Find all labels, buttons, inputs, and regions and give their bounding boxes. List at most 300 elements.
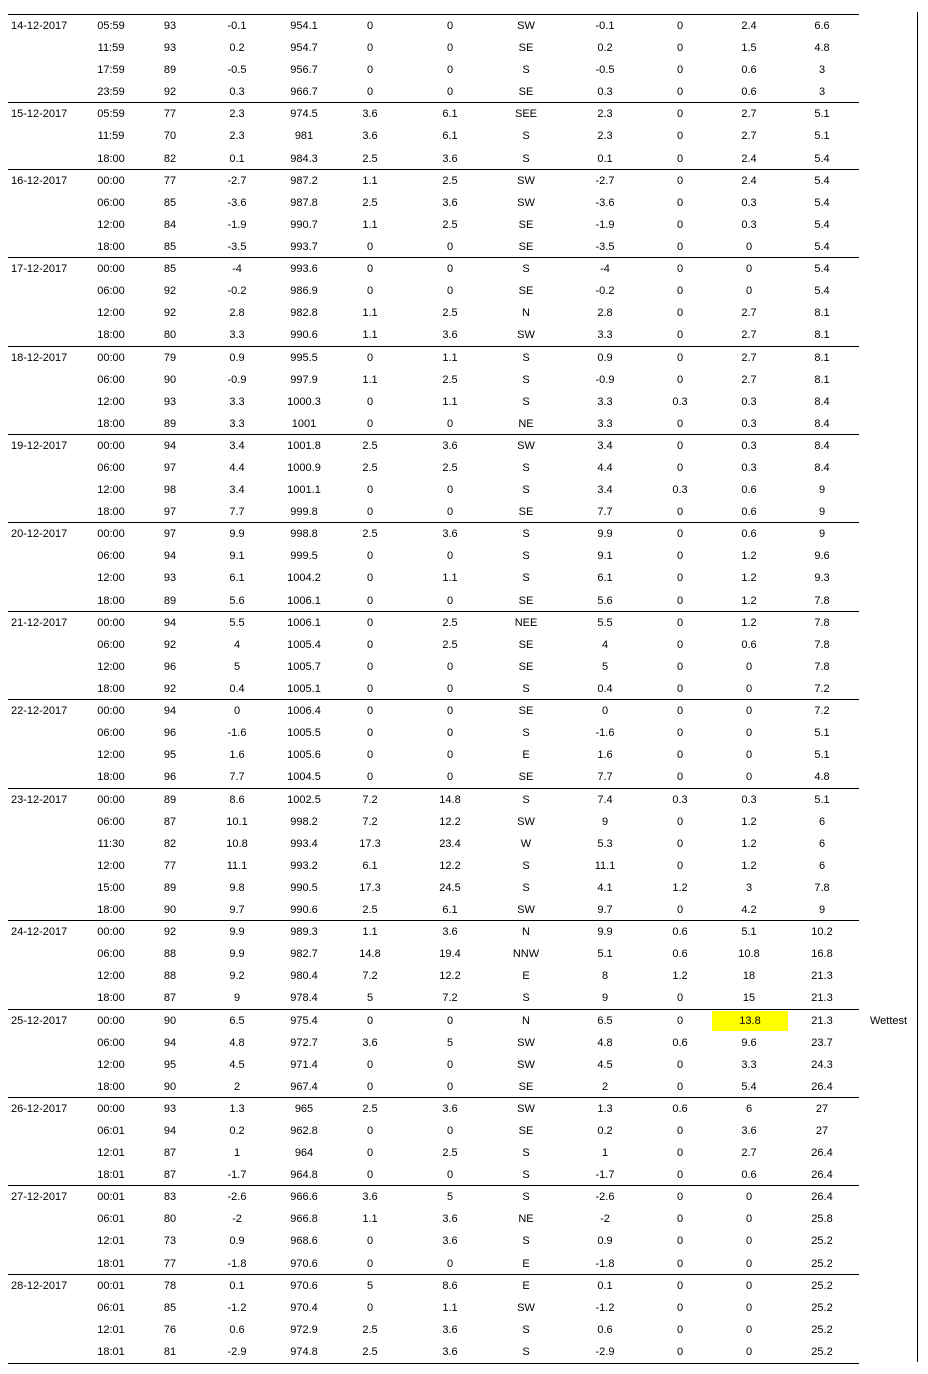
rain-hour-cell: 0: [676, 1279, 684, 1292]
rain-24h-cell: 5.4: [741, 1080, 757, 1093]
humidity-cell: 94: [163, 1036, 177, 1049]
wind-direction-cell: SE: [518, 705, 534, 718]
rain-48h-cell: 7.8: [814, 638, 830, 651]
pressure-cell: 964: [294, 1147, 314, 1160]
time-cell: 23:59: [97, 86, 125, 99]
table-row: [8, 700, 859, 722]
wind-speed-cell: 5: [366, 1279, 374, 1292]
rain-24h-cell: 0: [745, 660, 753, 673]
rain-24h-cell: 2.4: [741, 174, 757, 187]
feels-like-cell: 0.9: [597, 1235, 613, 1248]
wind-speed-cell: 2.5: [362, 1323, 378, 1336]
wind-direction-cell: N: [522, 926, 530, 939]
rain-hour-cell: 0.6: [672, 1102, 688, 1115]
rain-48h-cell: 5.4: [814, 196, 830, 209]
time-cell: 18:00: [97, 506, 125, 519]
humidity-cell: 92: [163, 926, 177, 939]
table-row: [8, 302, 859, 324]
temperature-cell: 6.1: [229, 572, 245, 585]
wind-gust-cell: 0: [446, 727, 454, 740]
table-row: [8, 789, 859, 811]
time-cell: 00:00: [97, 793, 125, 806]
rain-48h-cell: 5.4: [814, 218, 830, 231]
table-row: [8, 125, 859, 147]
wind-speed-cell: 0: [366, 395, 374, 408]
rain-24h-cell: 0.3: [741, 417, 757, 430]
wind-gust-cell: 12.2: [439, 859, 461, 872]
pressure-cell: 1005.5: [287, 727, 321, 740]
wind-gust-cell: 0: [446, 1257, 454, 1270]
rain-48h-cell: 9.6: [814, 550, 830, 563]
rain-24h-cell: 13.8: [712, 1011, 788, 1031]
wind-gust-cell: 8.6: [442, 1279, 458, 1292]
feels-like-cell: 2.3: [597, 130, 613, 143]
table-row: [8, 1164, 859, 1186]
wind-direction-cell: S: [522, 152, 530, 165]
wind-gust-cell: 0: [446, 1080, 454, 1093]
wind-direction-cell: E: [522, 1257, 530, 1270]
humidity-cell: 87: [163, 992, 177, 1005]
rain-48h-cell: 5.4: [814, 263, 830, 276]
pressure-cell: 1002.5: [287, 793, 321, 806]
rain-48h-cell: 25.2: [811, 1345, 833, 1358]
table-row: [8, 1120, 859, 1142]
table-row: [8, 678, 859, 700]
temperature-cell: 1.3: [229, 1102, 245, 1115]
rain-48h-cell: 8.1: [814, 351, 830, 364]
time-cell: 06:00: [97, 461, 125, 474]
wind-direction-cell: SE: [518, 1080, 534, 1093]
feels-like-cell: -0.2: [595, 285, 615, 298]
wind-gust-cell: 0: [446, 86, 454, 99]
rain-hour-cell: 0.3: [672, 484, 688, 497]
pressure-cell: 966.6: [290, 1191, 318, 1204]
day-group: [8, 699, 859, 788]
rain-48h-cell: 26.4: [811, 1169, 833, 1182]
day-group: [8, 346, 859, 435]
time-cell: 18:01: [97, 1257, 125, 1270]
rain-hour-cell: 0: [676, 550, 684, 563]
pressure-cell: 990.5: [290, 881, 318, 894]
humidity-cell: 76: [163, 1323, 177, 1336]
rain-48h-cell: 5.1: [814, 793, 830, 806]
wind-gust-cell: 3.6: [442, 1323, 458, 1336]
pressure-cell: 978.4: [290, 992, 318, 1005]
wind-gust-cell: 0: [446, 240, 454, 253]
rain-48h-cell: 9: [818, 484, 826, 497]
feels-like-cell: -1.2: [595, 1301, 615, 1314]
humidity-cell: 87: [163, 1169, 177, 1182]
wind-gust-cell: 1.1: [442, 1301, 458, 1314]
time-cell: 15:00: [97, 881, 125, 894]
humidity-cell: 90: [163, 1014, 177, 1027]
temperature-cell: 0.3: [229, 86, 245, 99]
feels-like-cell: 3.4: [597, 484, 613, 497]
wind-gust-cell: 0: [446, 64, 454, 77]
rain-48h-cell: 3: [818, 86, 826, 99]
rain-48h-cell: 8.4: [814, 417, 830, 430]
time-cell: 18:00: [97, 240, 125, 253]
wind-direction-cell: S: [522, 1147, 530, 1160]
temperature-cell: 1: [233, 1147, 241, 1160]
temperature-cell: 0.1: [229, 152, 245, 165]
table-row: [8, 479, 859, 501]
table-row: [8, 1208, 859, 1230]
wind-direction-cell: S: [522, 1345, 530, 1358]
rain-24h-cell: 3.6: [741, 1124, 757, 1137]
temperature-cell: 0.9: [229, 351, 245, 364]
rain-48h-cell: 6.6: [814, 20, 830, 32]
time-cell: 06:01: [97, 1213, 125, 1226]
wind-direction-cell: SEE: [514, 108, 537, 121]
rain-hour-cell: 0: [676, 837, 684, 850]
wind-gust-cell: 2.5: [442, 616, 458, 629]
rain-hour-cell: 0: [676, 705, 684, 718]
rain-24h-cell: 2.4: [741, 20, 757, 32]
rain-48h-cell: 21.3: [811, 1014, 833, 1027]
rain-24h-cell: 2.7: [741, 130, 757, 143]
time-cell: 00:00: [97, 705, 125, 718]
pressure-cell: 967.4: [290, 1080, 318, 1093]
wind-speed-cell: 3.6: [362, 130, 378, 143]
rain-24h-cell: 2.4: [741, 152, 757, 165]
time-cell: 12:00: [97, 307, 125, 320]
wind-gust-cell: 0: [446, 20, 454, 32]
wind-gust-cell: 0: [446, 660, 454, 673]
wind-direction-cell: SW: [517, 439, 535, 452]
wind-speed-cell: 2.5: [362, 528, 378, 541]
time-cell: 06:00: [97, 285, 125, 298]
wind-speed-cell: 0: [366, 20, 374, 32]
rain-48h-cell: 27: [815, 1124, 829, 1137]
feels-like-cell: 3.3: [597, 395, 613, 408]
temperature-cell: 0.6: [229, 1323, 245, 1336]
humidity-cell: 94: [163, 1124, 177, 1137]
pressure-cell: 1006.1: [287, 616, 321, 629]
feels-like-cell: 0.1: [597, 1279, 613, 1292]
pressure-cell: 990.6: [290, 329, 318, 342]
time-cell: 17:59: [97, 64, 125, 77]
rain-48h-cell: 9: [818, 506, 826, 519]
wind-gust-cell: 6.1: [442, 130, 458, 143]
rain-48h-cell: 25.2: [811, 1235, 833, 1248]
rain-24h-cell: 1.2: [741, 572, 757, 585]
feels-like-cell: 9.1: [597, 550, 613, 563]
temperature-cell: 4.5: [229, 1058, 245, 1071]
wind-gust-cell: 3.6: [442, 152, 458, 165]
rain-24h-cell: 0: [745, 705, 753, 718]
rain-hour-cell: 0: [676, 727, 684, 740]
wind-speed-cell: 0: [366, 771, 374, 784]
rain-24h-cell: 0.3: [741, 395, 757, 408]
temperature-cell: 2.8: [229, 307, 245, 320]
time-cell: 12:00: [97, 395, 125, 408]
rain-24h-cell: 0.6: [741, 484, 757, 497]
rain-24h-cell: 2.7: [741, 373, 757, 386]
rain-hour-cell: 1.2: [672, 970, 688, 983]
table-row: [8, 369, 859, 391]
pressure-cell: 981: [294, 130, 314, 143]
wind-direction-cell: S: [522, 1169, 530, 1182]
wind-gust-cell: 3.6: [442, 439, 458, 452]
date-cell: 20-12-2017: [11, 528, 68, 541]
wind-gust-cell: 0: [446, 594, 454, 607]
rain-24h-cell: 3: [745, 881, 753, 894]
wind-speed-cell: 1.1: [362, 329, 378, 342]
rain-hour-cell: 0: [676, 1124, 684, 1137]
humidity-cell: 82: [163, 152, 177, 165]
date-cell: 27-12-2017: [11, 1191, 68, 1204]
wind-gust-cell: 6.1: [442, 108, 458, 121]
rain-24h-cell: 0.3: [741, 461, 757, 474]
table-row: [8, 811, 859, 833]
wind-speed-cell: 3.6: [362, 1036, 378, 1049]
rain-24h-cell: 0.6: [741, 1169, 757, 1182]
day-group: [8, 611, 859, 700]
pressure-cell: 998.2: [290, 815, 318, 828]
pressure-cell: 993.6: [290, 263, 318, 276]
table-row: [8, 567, 859, 589]
humidity-cell: 88: [163, 948, 177, 961]
time-cell: 00:00: [97, 263, 125, 276]
wind-speed-cell: 0: [366, 417, 374, 430]
time-cell: 12:01: [97, 1235, 125, 1248]
wind-direction-cell: S: [522, 793, 530, 806]
wind-direction-cell: S: [522, 881, 530, 894]
temperature-cell: -0.5: [227, 64, 247, 77]
feels-like-cell: 7.7: [597, 506, 613, 519]
time-cell: 18:00: [97, 152, 125, 165]
pressure-cell: 1004.5: [287, 771, 321, 784]
day-group: [8, 169, 859, 258]
pressure-cell: 1001.1: [287, 484, 321, 497]
pressure-cell: 975.4: [290, 1014, 318, 1027]
day-group: [8, 1274, 859, 1364]
table-row: [8, 1275, 859, 1297]
wind-speed-cell: 0: [366, 594, 374, 607]
feels-like-cell: 0.9: [597, 351, 613, 364]
wind-speed-cell: 0: [366, 240, 374, 253]
rain-hour-cell: 0: [676, 594, 684, 607]
pressure-cell: 1001.8: [287, 439, 321, 452]
pressure-cell: 990.6: [290, 904, 318, 916]
rain-48h-cell: 6: [818, 815, 826, 828]
feels-like-cell: -1.8: [595, 1257, 615, 1270]
table-row: [8, 236, 859, 258]
humidity-cell: 93: [163, 42, 177, 55]
time-cell: 00:00: [97, 926, 125, 939]
rain-24h-cell: 0: [745, 727, 753, 740]
feels-like-cell: 5: [601, 660, 609, 673]
table-row: [8, 1341, 859, 1363]
temperature-cell: 0.4: [229, 682, 245, 695]
rain-hour-cell: 0: [676, 1058, 684, 1071]
pressure-cell: 964.8: [290, 1169, 318, 1182]
wind-speed-cell: 5: [366, 992, 374, 1005]
wind-speed-cell: 1.1: [362, 218, 378, 231]
table-row: [8, 391, 859, 413]
rain-hour-cell: 0: [676, 1257, 684, 1270]
wind-direction-cell: NE: [518, 1213, 534, 1226]
rain-24h-cell: 0: [745, 749, 753, 762]
wind-gust-cell: 2.5: [442, 373, 458, 386]
feels-like-cell: 9: [601, 992, 609, 1005]
rain-24h-cell: 0: [745, 1279, 753, 1292]
humidity-cell: 77: [163, 859, 177, 872]
humidity-cell: 95: [163, 749, 177, 762]
temperature-cell: -1.9: [227, 218, 247, 231]
rain-hour-cell: 0: [676, 20, 684, 32]
temperature-cell: 9.1: [229, 550, 245, 563]
table-row: [8, 148, 859, 170]
rain-48h-cell: 5.1: [814, 108, 830, 121]
humidity-cell: 96: [163, 771, 177, 784]
rain-hour-cell: 0: [676, 749, 684, 762]
time-cell: 00:00: [97, 528, 125, 541]
rain-48h-cell: 10.2: [811, 926, 833, 939]
rain-48h-cell: 4.8: [814, 771, 830, 784]
wind-speed-cell: 0: [366, 506, 374, 519]
table-row: [8, 324, 859, 346]
pressure-cell: 962.8: [290, 1124, 318, 1137]
humidity-cell: 87: [163, 815, 177, 828]
temperature-cell: -0.9: [227, 373, 247, 386]
humidity-cell: 93: [163, 20, 177, 32]
temperature-cell: 9.9: [229, 528, 245, 541]
feels-like-cell: -0.1: [595, 20, 615, 32]
date-cell: 19-12-2017: [11, 439, 68, 452]
pressure-cell: 972.9: [290, 1323, 318, 1336]
wind-direction-cell: S: [522, 682, 530, 695]
wind-speed-cell: 0: [366, 572, 374, 585]
time-cell: 06:00: [97, 1036, 125, 1049]
wind-direction-cell: SW: [517, 1058, 535, 1071]
table-row: [8, 1186, 859, 1208]
feels-like-cell: 5.6: [597, 594, 613, 607]
feels-like-cell: 6.5: [597, 1014, 613, 1027]
day-group: [8, 434, 859, 523]
time-cell: 12:00: [97, 970, 125, 983]
humidity-cell: 89: [163, 417, 177, 430]
day-group: [8, 920, 859, 1009]
rain-48h-cell: 21.3: [811, 992, 833, 1005]
time-cell: 06:00: [97, 638, 125, 651]
rain-48h-cell: 5.4: [814, 285, 830, 298]
rain-24h-cell: 1.2: [741, 815, 757, 828]
time-cell: 11:59: [97, 42, 125, 55]
pressure-cell: 997.9: [290, 373, 318, 386]
table-row: [8, 192, 859, 214]
wind-speed-cell: 1.1: [362, 1213, 378, 1226]
wind-direction-cell: SE: [518, 771, 534, 784]
rain-24h-cell: 0.6: [741, 506, 757, 519]
pressure-cell: 968.6: [290, 1235, 318, 1248]
pressure-cell: 1005.7: [287, 660, 321, 673]
rain-48h-cell: 7.8: [814, 881, 830, 894]
rain-24h-cell: 0: [745, 1323, 753, 1336]
rain-24h-cell: 9.6: [741, 1036, 757, 1049]
wind-gust-cell: 3.6: [442, 528, 458, 541]
wind-direction-cell: SW: [517, 815, 535, 828]
humidity-cell: 77: [163, 174, 177, 187]
wind-speed-cell: 0: [366, 86, 374, 99]
table-row: [8, 457, 859, 479]
rain-24h-cell: 0: [745, 1235, 753, 1248]
date-cell: 21-12-2017: [11, 616, 68, 629]
time-cell: 00:00: [97, 616, 125, 629]
feels-like-cell: -2.9: [595, 1345, 615, 1358]
rain-hour-cell: 0: [676, 771, 684, 784]
humidity-cell: 77: [163, 1257, 177, 1270]
rain-24h-cell: 0.3: [741, 218, 757, 231]
wind-direction-cell: S: [522, 727, 530, 740]
rain-hour-cell: 0.3: [672, 395, 688, 408]
table-row: [8, 833, 859, 855]
rain-hour-cell: 0: [676, 1147, 684, 1160]
date-cell: 14-12-2017: [11, 20, 68, 32]
time-cell: 18:00: [97, 771, 125, 784]
rain-24h-cell: 6: [745, 1102, 753, 1115]
rain-48h-cell: 7.8: [814, 616, 830, 629]
feels-like-cell: 0.6: [597, 1323, 613, 1336]
wind-speed-cell: 2.5: [362, 461, 378, 474]
wind-direction-cell: S: [522, 64, 530, 77]
pressure-cell: 986.9: [290, 285, 318, 298]
humidity-cell: 77: [163, 108, 177, 121]
rain-hour-cell: 0: [676, 1323, 684, 1336]
humidity-cell: 96: [163, 727, 177, 740]
temperature-cell: -1.8: [227, 1257, 247, 1270]
rain-48h-cell: 7.2: [814, 682, 830, 695]
time-cell: 00:00: [97, 1102, 125, 1115]
temperature-cell: 0.2: [229, 42, 245, 55]
rain-hour-cell: 0: [676, 992, 684, 1005]
table-row: [8, 15, 859, 37]
wind-gust-cell: 0: [446, 484, 454, 497]
rain-hour-cell: 0: [676, 307, 684, 320]
feels-like-cell: -2: [600, 1213, 610, 1226]
table-row: [8, 1010, 859, 1032]
wind-speed-cell: 0: [366, 351, 374, 364]
temperature-cell: 0.9: [229, 1235, 245, 1248]
wind-direction-cell: S: [522, 373, 530, 386]
pressure-cell: 1000.3: [287, 395, 321, 408]
rain-hour-cell: 0: [676, 218, 684, 231]
feels-like-cell: 3.4: [597, 439, 613, 452]
rain-48h-cell: 26.4: [811, 1080, 833, 1093]
table-row: [8, 170, 859, 192]
temperature-cell: 3.3: [229, 329, 245, 342]
pressure-cell: 1001: [291, 417, 317, 430]
humidity-cell: 89: [163, 64, 177, 77]
rain-24h-cell: 0.3: [741, 439, 757, 452]
rain-hour-cell: 0.3: [672, 793, 688, 806]
rain-48h-cell: 3: [818, 64, 826, 77]
feels-like-cell: 1: [601, 1147, 609, 1160]
wind-gust-cell: 2.5: [442, 307, 458, 320]
pressure-cell: 993.2: [290, 859, 318, 872]
table-row: [8, 1098, 859, 1120]
rain-48h-cell: 5.4: [814, 152, 830, 165]
rain-hour-cell: 0: [676, 528, 684, 541]
humidity-cell: 70: [163, 130, 177, 143]
wind-gust-cell: 0: [446, 1124, 454, 1137]
wind-direction-cell: SE: [518, 240, 534, 253]
time-cell: 18:00: [97, 992, 125, 1005]
wind-direction-cell: E: [522, 970, 530, 983]
wind-direction-cell: SW: [517, 196, 535, 209]
date-cell: 18-12-2017: [11, 351, 68, 364]
